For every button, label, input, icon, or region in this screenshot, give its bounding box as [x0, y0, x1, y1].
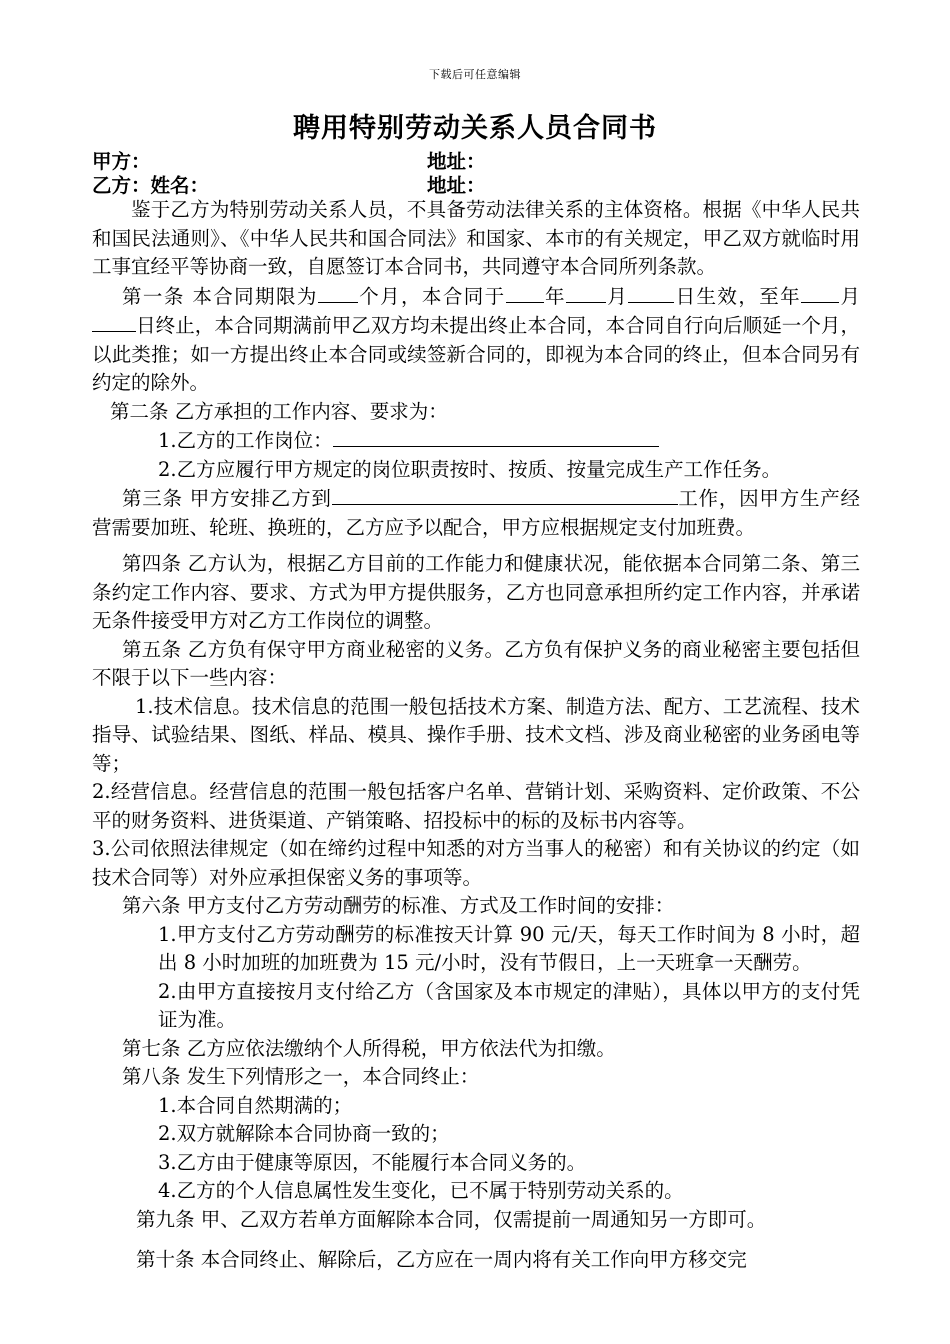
article-8-item: 3.乙方由于健康等原因，不能履行本合同义务的。	[158, 1150, 587, 1174]
term-months-blank	[318, 282, 358, 303]
article-4: 第四条 乙方认为，根据乙方目前的工作能力和健康状况，能依据本合同第二条、第三条约定工作内容、要求、方式为甲方提供服务，乙方也同意承担所约定工作内容，并承诺无条件接受甲方对乙方工作岗位的调整。	[92, 552, 860, 632]
article-1-text-c: 年	[543, 284, 566, 308]
article-1-text-a: 第一条 本合同期限为	[122, 284, 318, 308]
article-8-item: 1.本合同自然期满的；	[158, 1093, 353, 1117]
article-2-item-2: 2.乙方应履行甲方规定的岗位职责按时、按质、按量完成生产工作任务。	[158, 457, 782, 481]
article-5-item-2: 2.经营信息。经营信息的范围一般包括客户名单、营销计划、采购资料、定价政策、不公平的财务资料、进货渠道、产销策略、招投标中的标的及标书内容等。	[92, 780, 860, 832]
article-2-item-1-text: 1.乙方的工作岗位：	[158, 429, 333, 452]
article-3-text-a: 第三条 甲方安排乙方到	[122, 487, 332, 510]
contract-body	[92, 196, 860, 1275]
article-3-text-b: 工作，因甲方生产经营需要加班、轮班、换班的，乙方应予以配合，甲方应根据规定支付加班费。	[92, 487, 860, 539]
start-year-blank	[506, 282, 544, 303]
end-month-blank	[92, 311, 136, 332]
article-5-item-3: 3.公司依照法律规定（如在缔约过程中知悉的对方当事人的秘密）和有关协议的约定（如技术合同等）对外应承担保密义务的事项等。	[92, 837, 860, 889]
start-month-blank	[566, 282, 606, 303]
article-1-text-b: 个月，本合同于	[357, 284, 506, 308]
party-b-address-label: 地址：	[427, 174, 486, 197]
work-location-blank	[332, 484, 678, 505]
article-1-text-h: 日终止，本合同期满前甲乙双方均未提出终止本合同，本合同自行向后顺延一个月，以此类推；如一方提出终止本合同或续签新合同的，即视为本合同的终止，但本合同另有约定的除外。	[92, 314, 860, 394]
job-position-blank	[333, 426, 659, 447]
article-10: 第十条 本合同终止、解除后，乙方应在一周内将有关工作向甲方移交完	[136, 1248, 747, 1271]
article-1	[92, 282, 860, 398]
article-5-item-1: 1.技术信息。技术信息的范围一般包括技术方案、制造方法、配方、工艺流程、技术指导、试验结果、图纸、样品、模具、操作手册、技术文档、涉及商业秘密的业务函电等等；	[92, 694, 860, 775]
end-year-blank	[801, 282, 839, 303]
party-a-line	[92, 150, 486, 174]
article-9: 第九条 甲、乙双方若单方面解除本合同，仅需提前一周通知另一方即可。	[136, 1207, 767, 1231]
party-b-line	[92, 174, 486, 198]
party-a-address-label: 地址：	[427, 150, 486, 173]
article-8-item: 2.双方就解除本合同协商一致的；	[158, 1122, 450, 1145]
article-1-text-e: 日生效，至	[674, 284, 781, 308]
article-8-item: 4.乙方的个人信息属性发生变化，已不属于特别劳动关系的。	[158, 1179, 684, 1202]
article-1-text-g: 月	[839, 284, 860, 308]
article-7: 第七条 乙方应依法缴纳个人所得税，甲方依法代为扣缴。	[122, 1036, 616, 1060]
preamble: 鉴于乙方为特别劳动关系人员，不具备劳动法律关系的主体资格。根据《中华人民共和国民法通则》、《中华人民共和国合同法》和国家、本市的有关规定，甲乙双方就临时用工事宜经平等协商一致，自愿签订本合同书，共同遵守本合同所列条款。	[92, 198, 860, 278]
article-6-item-1: 1.甲方支付乙方劳动酬劳的标准按天计算 90 元/天，每天工作时间为 8 小时，超出 8 小时加班的加班费为 15 元/小时，没有节假日，上一天班拿一天酬劳。	[158, 922, 860, 974]
article-1-text-f: 年	[780, 284, 802, 308]
start-day-blank	[628, 282, 674, 303]
contract-title: 聘用特别劳动关系人员合同书	[293, 113, 657, 144]
party-a-label: 甲方：	[92, 150, 151, 173]
article-3	[92, 484, 860, 542]
article-2-item-1	[92, 426, 860, 456]
article-2-head: 第二条 乙方承担的工作内容、要求为：	[110, 399, 448, 423]
party-b-label: 乙方：姓名：	[92, 174, 210, 197]
article-1-text-d: 月	[605, 284, 629, 308]
article-6-item-2: 2.由甲方直接按月支付给乙方（含国家及本市规定的津贴），具体以甲方的支付凭证为准。	[158, 979, 860, 1031]
article-6-head: 第六条 甲方支付乙方劳动酬劳的标准、方式及工作时间的安排：	[122, 894, 675, 917]
article-8-head: 第八条 发生下列情形之一，本合同终止：	[122, 1065, 480, 1088]
header-note: 下载后可任意编辑	[429, 68, 521, 81]
article-5-head: 第五条 乙方负有保守甲方商业秘密的义务。乙方负有保护义务的商业秘密主要包括但不限于以下一些内容：	[92, 637, 860, 689]
